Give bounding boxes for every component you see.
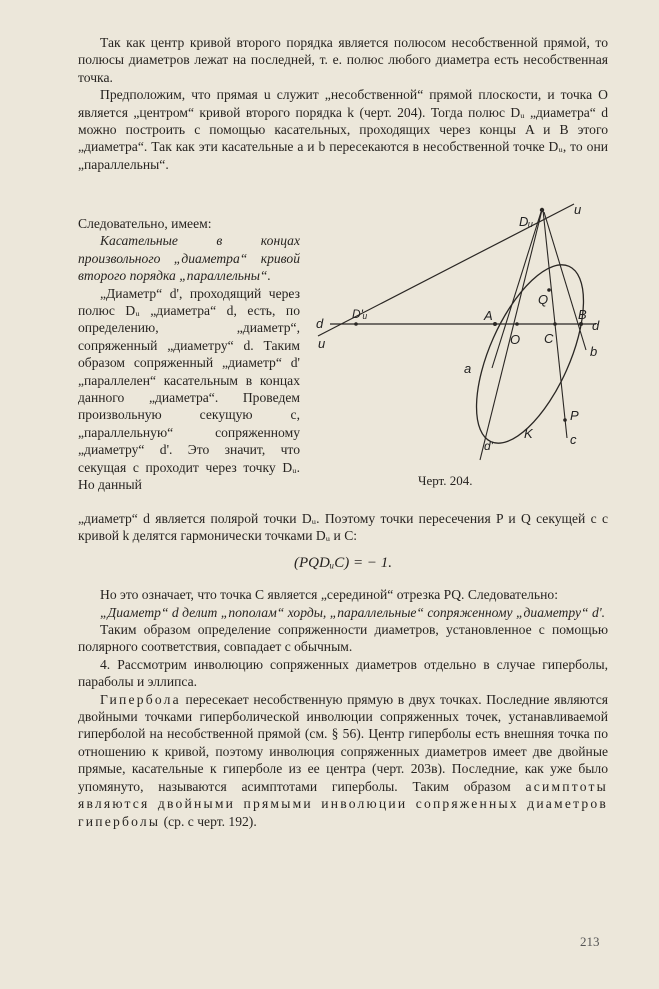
label-du-left: D'ᵤ: [352, 307, 368, 321]
label-q: Q: [538, 292, 549, 307]
bottom-text-block: [78, 510, 608, 830]
point-du: [540, 208, 544, 212]
page-number: 213: [580, 934, 600, 949]
point-o: [515, 322, 519, 326]
theorem-tangents: Касательные в концах произвольного „диаметра“ кривой второго порядка „параллельны“.: [78, 233, 300, 284]
label-a: A: [484, 308, 493, 323]
label-c: C: [544, 331, 554, 346]
theorem-diameter-bisects: „Диаметр“ d делит „пополам“ хорды, „параллельные“ сопряженному „диаметру“ d'.: [100, 604, 606, 620]
figure-caption: Черт. 204.: [418, 473, 473, 488]
figure-204: [312, 198, 612, 478]
label-d-right: d: [592, 318, 600, 333]
top-text-block: [78, 34, 608, 173]
paragraph-3: Следовательно, имеем:: [78, 216, 212, 231]
paragraph-10-end: (ср. с черт. 192).: [163, 813, 257, 829]
paragraph-9: 4. Рассмотрим инволюцию сопряженных диаметров отдельно в случае гиперболы, параболы и эллипса.: [78, 656, 608, 690]
label-du-top: Dᵤ: [519, 214, 533, 229]
label-k: K: [524, 426, 533, 441]
label-tangent-a: a: [464, 361, 472, 376]
label-u-left: u: [318, 336, 326, 351]
paragraph-8: Таким образом определение сопряженности диаметров, установленное с помощью полярного соответствия, совпадает с обычным.: [78, 622, 608, 655]
label-b: B: [578, 307, 587, 322]
point-b: [579, 322, 583, 326]
label-d-prime: d': [484, 439, 493, 453]
paragraph-10-body: пересекает несобственную прямую в двух точках. Последние являются двойными точками гиперболической инволюции сопряженных точек, устанавливаемой гиперболой на несобственной прямой (см. § 56). Центр гиперболы есть внешняя точка по отношению к кривой, поэтому инволюция сопряженных диаметров имеет две двойные прямые, касательные к гиперболе из ее центра (черт. 203в). Последние, как уже было упомянуто, называются асимптотами гиперболы. Таким образом: [78, 691, 608, 794]
label-p: P: [570, 408, 579, 423]
left-column-text: [78, 215, 300, 494]
paragraph-5: „Диаметр“ d', проходящий через полюс Dᵤ „диаметра“ d, есть, по определению, „диаметр“, сопряженный „диаметру“ d. Таким образом сопряженный „диаметр“ d' „параллелен“ касательным в концах данного „диаметра“. Проведем произвольную секущую c, „параллельную“ сопряженному „диаметру“ d'. Это значит, что секущая c проходит через точку Dᵤ. Но данный: [78, 285, 300, 493]
point-a: [493, 322, 497, 326]
label-tangent-b: b: [590, 344, 598, 359]
asymptotes-statement: асимптоты являются двойными прямыми инволюции сопряженных диаметров гиперболы: [78, 778, 608, 829]
paragraph-6: Но это означает, что точка C является „серединой“ отрезка PQ. Следовательно:: [100, 587, 558, 603]
label-o: O: [510, 332, 521, 347]
point-c: [553, 322, 557, 326]
paragraph-5-end: „диаметр“ d является полярой точки Dᵤ. Поэтому точки пересечения P и Q секущей c с кривой k делятся гармонически точками Dᵤ и C:: [78, 511, 608, 544]
point-p: [563, 418, 567, 422]
label-d-left: d: [316, 316, 324, 331]
formula-cross-ratio: (PQDᵤC) = − 1.: [294, 554, 392, 571]
paragraph-2: Предположим, что прямая u служит „несобственной“ прямой плоскости, и точка O является „центром“ кривой второго порядка k (черт. 204). Тогда полюс Dᵤ „диаметра“ d можно построить с помощью касательных, проходящих через концы A и B этого „диаметра“. Так как эти касательные a и b пересекаются в несобственной точке Dᵤ, то они „параллельны“.: [78, 87, 608, 172]
label-secant-c: c: [570, 432, 577, 447]
label-u-top: u: [574, 202, 582, 217]
paragraph-10: [78, 691, 608, 830]
point-du-left: [354, 322, 358, 326]
heading-hyperbola: Гипербола: [100, 691, 181, 707]
paragraph-1: Так как центр кривой второго порядка является полюсом несобственной прямой, то полюсы диаметров лежат на последней, т. е. полюс любого диаметра есть несобственная точка.: [78, 35, 608, 85]
